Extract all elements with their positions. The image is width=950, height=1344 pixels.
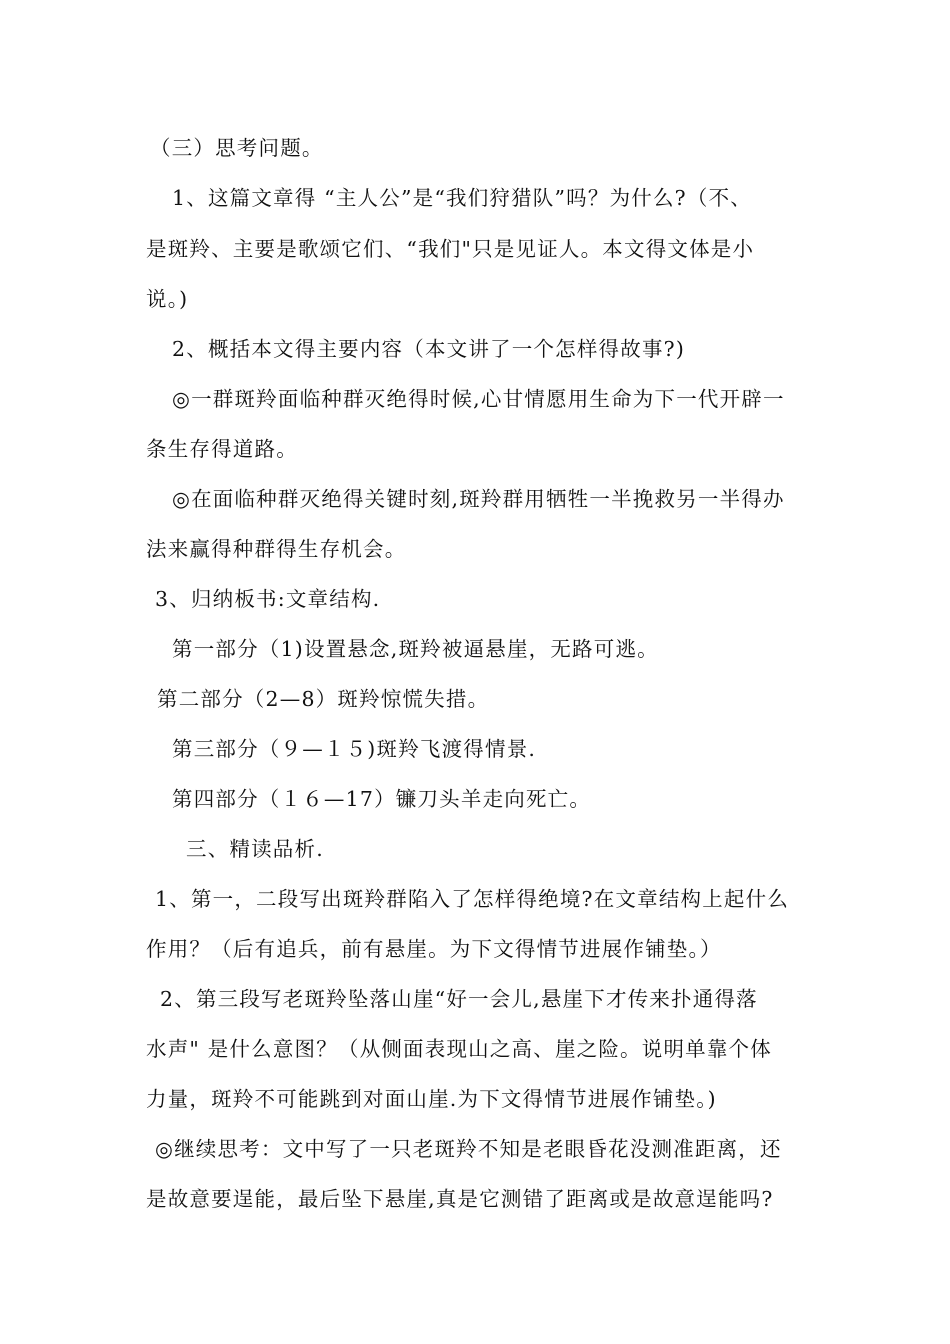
reading-q2-line-1: 2、第三段写老斑羚坠落山崖“好一会儿,悬崖下才传来扑通得落 bbox=[160, 987, 758, 1011]
answer-a-line-1: ◎一群斑羚面临种群灭绝得时候,心甘情愿用生命为下一代开辟一 bbox=[172, 387, 785, 411]
question-1-line-1: 1、这篇文章得 “主人公”是“我们狩猎队”吗？为什么?（不、 bbox=[172, 186, 752, 210]
answer-a-line-2: 条生存得道路。 bbox=[146, 437, 298, 461]
reading-q2-line-2: 水声" 是什么意图？（从侧面表现山之高、崖之险。说明单靠个体 bbox=[146, 1037, 772, 1061]
structure-part-2: 第二部分（2—8）斑羚惊慌失措。 bbox=[157, 687, 490, 711]
answer-b-line-2: 法来赢得种群得生存机会。 bbox=[146, 537, 407, 561]
structure-part-3: 第三部分（９—１５)斑羚飞渡得情景. bbox=[172, 737, 537, 761]
further-thinking-line-1: ◎继续思考：文中写了一只老斑羚不知是老眼昏花没测准距离，还 bbox=[155, 1137, 782, 1161]
reading-q2-line-3: 力量，斑羚不可能跳到对面山崖.为下文得情节进展作铺垫。) bbox=[146, 1087, 717, 1111]
section-heading-thinking-questions: （三）思考问题。 bbox=[150, 136, 324, 160]
answer-b-line-1: ◎在面临种群灭绝得关键时刻,斑羚群用牺牲一半挽救另一半得办 bbox=[172, 487, 785, 511]
reading-q1-line-2: 作用？（后有追兵，前有悬崖。为下文得情节进展作铺垫。） bbox=[146, 937, 722, 961]
question-1-line-3: 说。) bbox=[146, 287, 189, 311]
question-2: 2、概括本文得主要内容（本文讲了一个怎样得故事?) bbox=[172, 337, 686, 361]
question-3-heading: 3、归纳板书:文章结构. bbox=[155, 587, 381, 611]
section-heading-close-reading: 三、精读品析. bbox=[186, 837, 324, 861]
reading-q1-line-1: 1、第一，二段写出斑羚群陷入了怎样得绝境?在文章结构上起什么 bbox=[155, 887, 790, 911]
structure-part-4: 第四部分（１６—17）镰刀头羊走向死亡。 bbox=[172, 787, 592, 811]
structure-part-1: 第一部分（1)设置悬念,斑羚被逼悬崖，无路可逃。 bbox=[172, 637, 659, 661]
question-1-line-2: 是斑羚、主要是歌颂它们、“我们"只是见证人。本文得文体是小 bbox=[146, 237, 755, 261]
further-thinking-line-2: 是故意要逞能，最后坠下悬崖,真是它测错了距离或是故意逞能吗? bbox=[146, 1187, 774, 1211]
